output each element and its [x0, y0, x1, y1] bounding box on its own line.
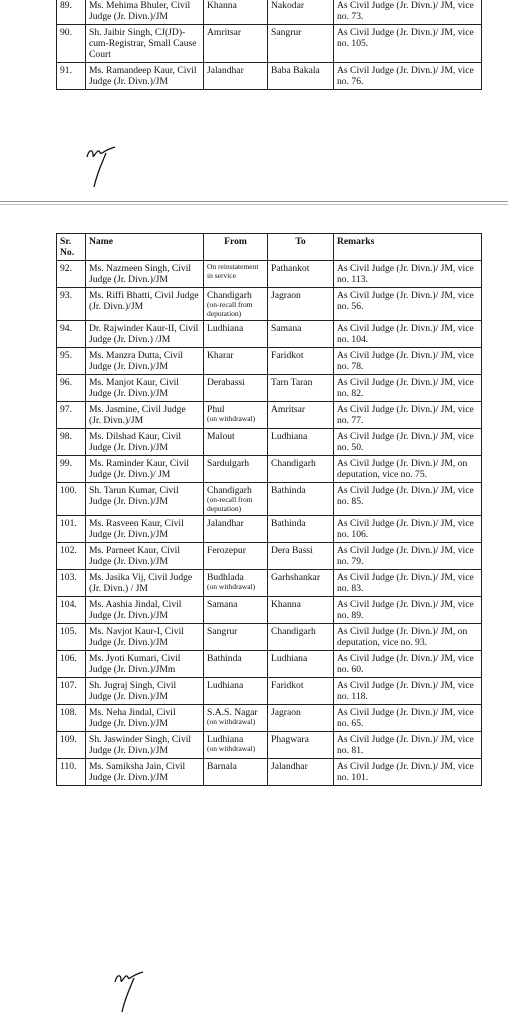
to-cell: Dera Bassi	[268, 543, 334, 570]
from-place: Malout	[207, 431, 235, 443]
remarks-cell: As Civil Judge (Jr. Divn.)/ JM, on deputation, vice no. 93.	[334, 624, 482, 651]
from-place: Derabassi	[207, 377, 245, 389]
from-place: Chandigarh	[207, 485, 252, 497]
from-place: Jalandhar	[207, 65, 244, 76]
header-remarks: Remarks	[334, 234, 482, 261]
remarks-cell: As Civil Judge (Jr. Divn.)/ JM, vice no. 81.	[334, 732, 482, 759]
to-cell: Samana	[268, 321, 334, 348]
from-cell	[204, 63, 268, 90]
name-cell: Dr. Rajwinder Kaur-II, Civil Judge (Jr. Divn.) /JM	[86, 321, 204, 348]
sr-cell: 96.	[57, 375, 86, 402]
name-cell: Sh. Jugraj Singh, Civil Judge (Jr. Divn.)/JM	[86, 678, 204, 705]
to-cell: Garhshankar	[268, 570, 334, 597]
name-cell: Ms. Jasmine, Civil Judge (Jr. Divn.)/JM	[86, 402, 204, 429]
from-cell	[204, 543, 268, 570]
from-place: Sardulgarh	[207, 458, 250, 470]
remarks-cell: As Civil Judge (Jr. Divn.)/ JM, vice no. 79.	[334, 543, 482, 570]
table-row	[57, 597, 482, 624]
header-name: Name	[86, 234, 204, 261]
to-cell: Jalandhar	[268, 759, 334, 786]
name-cell: Ms. Ramandeep Kaur, Civil Judge (Jr. Divn.)/JM	[86, 63, 204, 90]
name-cell: Sh. Jaswinder Singh, Civil Judge (Jr. Divn.)/JM	[86, 732, 204, 759]
from-cell	[204, 348, 268, 375]
name-cell: Ms. Jasika Vij, Civil Judge (Jr. Divn.) / JM	[86, 570, 204, 597]
sr-cell: 97.	[57, 402, 86, 429]
table-row	[57, 25, 482, 63]
sr-cell: 89.	[57, 0, 86, 25]
remarks-cell: As Civil Judge (Jr. Divn.)/ JM, vice no. 101.	[334, 759, 482, 786]
table-row	[57, 678, 482, 705]
name-cell: Ms. Raminder Kaur, Civil Judge (Jr. Divn.)/ JM	[86, 456, 204, 483]
signature-initials	[113, 966, 147, 1014]
name-cell: Sh. Jaibir Singh, CJ(JD)-cum-Registrar, Small Cause Court	[86, 25, 204, 63]
to-cell: Bathinda	[268, 483, 334, 516]
from-place: Ludhiana	[207, 680, 244, 692]
from-cell	[204, 678, 268, 705]
top-table-body	[57, 0, 482, 90]
sr-cell: 103.	[57, 570, 86, 597]
name-cell: Ms. Mehima Bhuler, Civil Judge (Jr. Divn.)/JM	[86, 0, 204, 25]
from-cell	[204, 732, 268, 759]
table-row	[57, 624, 482, 651]
from-cell	[204, 759, 268, 786]
from-note: (on withdrawal)	[207, 717, 256, 727]
from-note: On reinstatement in service	[207, 262, 259, 280]
sr-cell: 106.	[57, 651, 86, 678]
name-cell: Ms. Jyoti Kumari, Civil Judge (Jr. Divn.)/JMm	[86, 651, 204, 678]
from-note: (on withdrawal)	[207, 744, 256, 754]
remarks-cell: As Civil Judge (Jr. Divn.)/ JM, vice no. 85.	[334, 483, 482, 516]
sr-cell: 99.	[57, 456, 86, 483]
to-cell: Bathinda	[268, 516, 334, 543]
header-sr-no: Sr. No.	[57, 234, 86, 261]
sr-cell: 108.	[57, 705, 86, 732]
remarks-cell: As Civil Judge (Jr. Divn.)/ JM, vice no. 82.	[334, 375, 482, 402]
from-cell	[204, 321, 268, 348]
to-cell: Chandigarh	[268, 456, 334, 483]
from-note: (on withdrawal)	[207, 582, 256, 592]
table-row	[57, 705, 482, 732]
from-place: S.A.S. Nagar	[207, 707, 258, 719]
to-cell: Khanna	[268, 597, 334, 624]
from-cell	[204, 570, 268, 597]
table-header-row	[57, 234, 482, 261]
from-cell	[204, 0, 268, 25]
to-cell: Ludhiana	[268, 651, 334, 678]
from-place: Ludhiana	[207, 323, 244, 335]
to-cell: Amritsar	[268, 402, 334, 429]
table-row	[57, 570, 482, 597]
from-cell	[204, 375, 268, 402]
from-cell	[204, 651, 268, 678]
to-cell: Nakodar	[268, 0, 334, 25]
from-place: Amritsar	[207, 27, 242, 38]
table-row	[57, 516, 482, 543]
to-cell: Baba Bakala	[268, 63, 334, 90]
name-cell: Ms. Riffi Bhatti, Civil Judge (Jr. Divn.)/JM	[86, 288, 204, 321]
table-row	[57, 375, 482, 402]
from-cell	[204, 25, 268, 63]
from-note: (on-recall from deputation)	[207, 300, 253, 318]
sr-cell: 94.	[57, 321, 86, 348]
from-place: Ferozepur	[207, 545, 246, 557]
from-place: Sangrur	[207, 626, 238, 638]
table-row	[57, 456, 482, 483]
remarks-cell: As Civil Judge (Jr. Divn.)/ JM, vice no. 76.	[334, 63, 482, 90]
remarks-cell: As Civil Judge (Jr. Divn.)/ JM, vice no. 104.	[334, 321, 482, 348]
from-place: Barnala	[207, 761, 237, 773]
sr-cell: 91.	[57, 63, 86, 90]
table-row	[57, 63, 482, 90]
from-place: Chandigarh	[207, 290, 252, 301]
name-cell: Ms. Samiksha Jain, Civil Judge (Jr. Divn.)/JM	[86, 759, 204, 786]
main-table-body	[57, 261, 482, 786]
sr-cell: 105.	[57, 624, 86, 651]
name-cell: Ms. Parneet Kaur, Civil Judge (Jr. Divn.)/JM	[86, 543, 204, 570]
posting-table	[56, 233, 482, 786]
from-place: Jalandhar	[207, 518, 244, 530]
remarks-cell: As Civil Judge (Jr. Divn.)/ JM, vice no. 65.	[334, 705, 482, 732]
posting-table-continued	[56, 0, 482, 90]
from-cell	[204, 705, 268, 732]
table-row	[57, 759, 482, 786]
table-row	[57, 732, 482, 759]
table-row	[57, 429, 482, 456]
to-cell: Chandigarh	[268, 624, 334, 651]
remarks-cell: As Civil Judge (Jr. Divn.)/ JM, vice no. 60.	[334, 651, 482, 678]
name-cell: Sh. Tarun Kumar, Civil Judge (Jr. Divn.)/JM	[86, 483, 204, 516]
name-cell: Ms. Dilshad Kaur, Civil Judge (Jr. Divn.)/JM	[86, 429, 204, 456]
remarks-cell: As Civil Judge (Jr. Divn.)/ JM, vice no. 73.	[334, 0, 482, 25]
sr-cell: 92.	[57, 261, 86, 288]
from-cell	[204, 288, 268, 321]
page-break-line	[0, 201, 508, 202]
header-to: To	[268, 234, 334, 261]
from-place: Ludhiana	[207, 734, 244, 746]
signature-initials	[85, 141, 119, 189]
table-row	[57, 0, 482, 25]
remarks-cell: As Civil Judge (Jr. Divn.)/ JM, vice no. 50.	[334, 429, 482, 456]
to-cell: Jagraon	[268, 288, 334, 321]
to-cell: Faridkot	[268, 348, 334, 375]
sr-cell: 110.	[57, 759, 86, 786]
table-row	[57, 321, 482, 348]
sr-cell: 95.	[57, 348, 86, 375]
to-cell: Faridkot	[268, 678, 334, 705]
sr-cell: 101.	[57, 516, 86, 543]
table-row	[57, 483, 482, 516]
sr-cell: 104.	[57, 597, 86, 624]
from-cell	[204, 597, 268, 624]
from-cell	[204, 261, 268, 288]
to-cell: Tarn Taran	[268, 375, 334, 402]
sr-cell: 102.	[57, 543, 86, 570]
header-from: From	[204, 234, 268, 261]
table-row	[57, 261, 482, 288]
from-note: (on-recall from deputation)	[207, 495, 253, 513]
remarks-cell: As Civil Judge (Jr. Divn.)/ JM, vice no. 113.	[334, 261, 482, 288]
from-place: Phul	[207, 404, 225, 416]
from-cell	[204, 516, 268, 543]
remarks-cell: As Civil Judge (Jr. Divn.)/ JM, vice no. 105.	[334, 25, 482, 63]
sr-cell: 107.	[57, 678, 86, 705]
to-cell: Pathankot	[268, 261, 334, 288]
to-cell: Ludhiana	[268, 429, 334, 456]
name-cell: Ms. Navjot Kaur-I, Civil Judge (Jr. Divn.)/JM	[86, 624, 204, 651]
table-row	[57, 402, 482, 429]
from-place: Khanna	[207, 0, 237, 11]
from-place: Budhlada	[207, 572, 244, 584]
sr-cell: 109.	[57, 732, 86, 759]
from-cell	[204, 456, 268, 483]
remarks-cell: As Civil Judge (Jr. Divn.)/ JM, vice no. 77.	[334, 402, 482, 429]
table-row	[57, 651, 482, 678]
from-cell	[204, 429, 268, 456]
sr-cell: 100.	[57, 483, 86, 516]
from-place: Bathinda	[207, 653, 242, 665]
remarks-cell: As Civil Judge (Jr. Divn.)/ JM, vice no. 78.	[334, 348, 482, 375]
name-cell: Ms. Manjot Kaur, Civil Judge (Jr. Divn.)/JM	[86, 375, 204, 402]
to-cell: Phagwara	[268, 732, 334, 759]
to-cell: Sangrur	[268, 25, 334, 63]
name-cell: Ms. Nazmeen Singh, Civil Judge (Jr. Divn.)/JM	[86, 261, 204, 288]
table-row	[57, 543, 482, 570]
name-cell: Ms. Rasveen Kaur, Civil Judge (Jr. Divn.)/JM	[86, 516, 204, 543]
name-cell: Ms. Manzra Dutta, Civil Judge (Jr. Divn.)/JM	[86, 348, 204, 375]
table-row	[57, 348, 482, 375]
remarks-cell: As Civil Judge (Jr. Divn.)/ JM, on deputation, vice no. 75.	[334, 456, 482, 483]
remarks-cell: As Civil Judge (Jr. Divn.)/ JM, vice no. 83.	[334, 570, 482, 597]
from-place: Kharar	[207, 350, 234, 362]
from-cell	[204, 402, 268, 429]
from-note: (on withdrawal)	[207, 414, 256, 424]
sr-cell: 93.	[57, 288, 86, 321]
sr-cell: 90.	[57, 25, 86, 63]
to-cell: Jagraon	[268, 705, 334, 732]
from-cell	[204, 624, 268, 651]
remarks-cell: As Civil Judge (Jr. Divn.)/ JM, vice no. 106.	[334, 516, 482, 543]
remarks-cell: As Civil Judge (Jr. Divn.)/ JM, vice no. 118.	[334, 678, 482, 705]
remarks-cell: As Civil Judge (Jr. Divn.)/ JM, vice no. 56.	[334, 288, 482, 321]
from-cell	[204, 483, 268, 516]
table-row	[57, 288, 482, 321]
page-break-line	[0, 204, 508, 205]
from-place: Samana	[207, 599, 238, 611]
name-cell: Ms. Aashia Jindal, Civil Judge (Jr. Divn.)/JM	[86, 597, 204, 624]
sr-cell: 98.	[57, 429, 86, 456]
name-cell: Ms. Neha Jindal, Civil Judge (Jr. Divn.)/JM	[86, 705, 204, 732]
remarks-cell: As Civil Judge (Jr. Divn.)/ JM, vice no. 89.	[334, 597, 482, 624]
